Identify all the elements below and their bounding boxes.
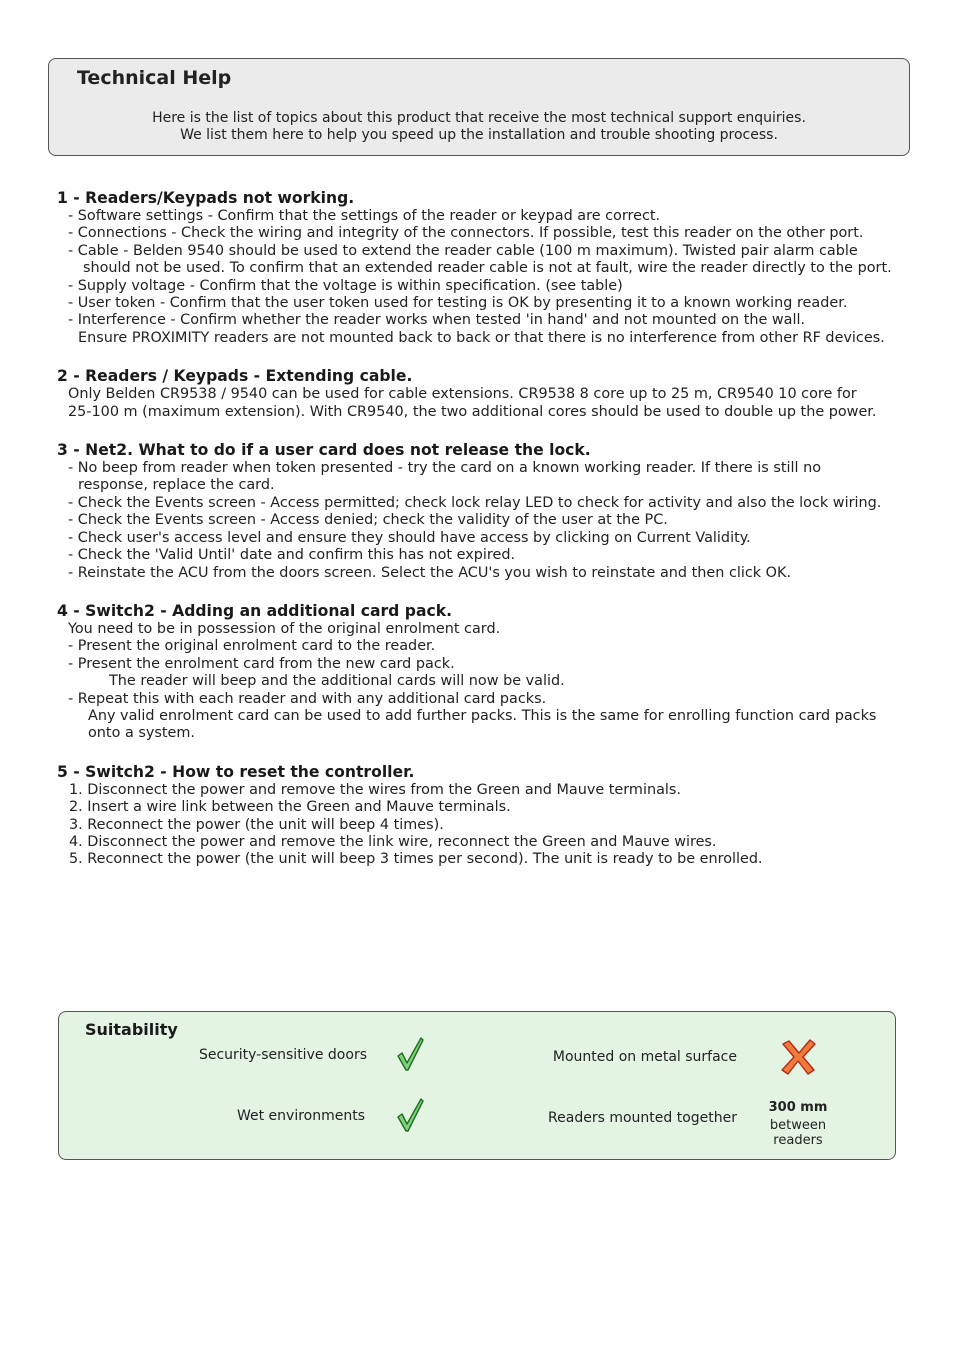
spacing-note-line: readers <box>773 1133 823 1148</box>
topic-line: Ensure PROXIMITY readers are not mounted back to back or that there is no interference from other RF devices. <box>78 329 885 346</box>
topic-title: 1 - Readers/Keypads not working. <box>57 189 355 207</box>
page-title: Technical Help <box>77 67 232 89</box>
intro-text <box>49 110 909 144</box>
topic-line: - Interference - Confirm whether the reader works when tested 'in hand' and not mounted on the wall. <box>68 312 806 329</box>
cross-icon <box>782 1040 815 1074</box>
tick-icon <box>398 1038 423 1070</box>
suitability-panel <box>58 1011 896 1160</box>
topic-title: 2 - Readers / Keypads - Extending cable. <box>57 367 413 386</box>
topics-list <box>57 189 917 889</box>
topic-line: response, replace the card. <box>78 477 275 494</box>
tick-icon <box>395 1036 425 1072</box>
topic-title: 5 - Switch2 - How to reset the controller. <box>57 762 415 781</box>
metal-surface-label: Mounted on metal surface <box>552 1049 737 1065</box>
topic-adding-card-pack <box>57 602 917 743</box>
topic-line: - Reinstate the ACU from the doors screen. Select the ACU's you wish to reinstate and then click OK. <box>68 564 792 581</box>
spacing-note-line: between <box>769 1118 827 1133</box>
reader-spacing <box>759 1100 837 1148</box>
step-item: 4. Disconnect the power and remove the link wire, reconnect the Green and Mauve wires. <box>69 833 717 850</box>
suitability-title: Suitability <box>85 1020 178 1039</box>
step-item: 1. Disconnect the power and remove the wires from the Green and Mauve terminals. <box>69 781 681 798</box>
topic-title: 3 - Net2. What to do if a user card does not release the lock. <box>57 441 591 460</box>
cross-icon <box>779 1038 819 1076</box>
topic-readers-not-working <box>57 189 917 347</box>
step-item: 3. Reconnect the power (the unit will beep 4 times). <box>69 816 444 833</box>
topic-line: - Supply voltage - Confirm that the voltage is within specification. (see table) <box>68 277 623 294</box>
topic-line: - Repeat this with each reader and with any additional card packs. <box>68 690 547 707</box>
topic-line: Only Belden CR9538 / 9540 can be used for cable extensions. CR9538 8 core up to 25 m, CR9540 10 core for <box>68 386 857 403</box>
topic-line: The reader will beep and the additional cards will now be valid. <box>109 673 565 690</box>
topic-line: - User token - Confirm that the user token used for testing is OK by presenting it to a known working reader. <box>68 295 848 312</box>
topic-line: - No beep from reader when token presented - try the card on a known working reader. If there is still no <box>68 460 822 477</box>
topic-line: - Present the enrolment card from the new card pack. <box>68 655 455 672</box>
topic-line: onto a system. <box>88 725 195 742</box>
topic-title: 4 - Switch2 - Adding an additional card pack. <box>57 601 452 620</box>
topic-line: You need to be in possession of the original enrolment card. <box>68 620 501 637</box>
intro-line: We list them here to help you speed up the installation and trouble shooting process. <box>180 127 778 143</box>
topic-line: - Check the 'Valid Until' date and confirm this has not expired. <box>68 547 516 564</box>
spacing-value: 300 mm <box>768 1100 828 1115</box>
spacing-note <box>759 1118 837 1148</box>
topic-reset-controller <box>57 763 917 869</box>
step-item: 5. Reconnect the power (the unit will beep 3 times per second). The unit is ready to be enrolled. <box>69 851 763 868</box>
topic-line: 25-100 m (maximum extension). With CR9540, the two additional cores should be used to double up the power. <box>68 403 877 420</box>
topic-line: Any valid enrolment card can be used to add further packs. This is the same for enrolling function card packs <box>88 707 877 724</box>
topic-extending-cable <box>57 367 917 421</box>
topic-line: should not be used. To confirm that an extended reader cable is not at fault, wire the reader directly to the port. <box>83 260 892 277</box>
topic-line: - Check the Events screen - Access denied; check the validity of the user at the PC. <box>68 512 668 529</box>
topic-card-not-releasing-lock <box>57 441 917 582</box>
topic-line: - Cable - Belden 9540 should be used to extend the reader cable (100 m maximum). Twisted pair alarm cable <box>68 242 858 259</box>
topic-line: - Software settings - Confirm that the settings of the reader or keypad are correct. <box>68 208 661 224</box>
intro-line: Here is the list of topics about this product that receive the most technical support enquiries. <box>152 110 806 126</box>
technical-help-panel <box>48 58 910 156</box>
wet-environments-label: Wet environments <box>236 1108 365 1124</box>
security-doors-label: Security-sensitive doors <box>198 1047 367 1063</box>
readers-together-label: Readers mounted together <box>548 1110 737 1126</box>
topic-line: - Present the original enrolment card to the reader. <box>68 638 436 655</box>
step-item: 2. Insert a wire link between the Green and Mauve terminals. <box>69 799 511 816</box>
tick-icon <box>395 1097 425 1133</box>
topic-line: - Check the Events screen - Access permitted; check lock relay LED to check for activity and also the lock wiring. <box>68 494 882 511</box>
tick-icon <box>398 1099 423 1131</box>
topic-line: - Connections - Check the wiring and integrity of the connectors. If possible, test this reader on the other port. <box>68 225 864 242</box>
topic-line: - Check user's access level and ensure they should have access by clicking on Current Validity. <box>68 529 751 546</box>
